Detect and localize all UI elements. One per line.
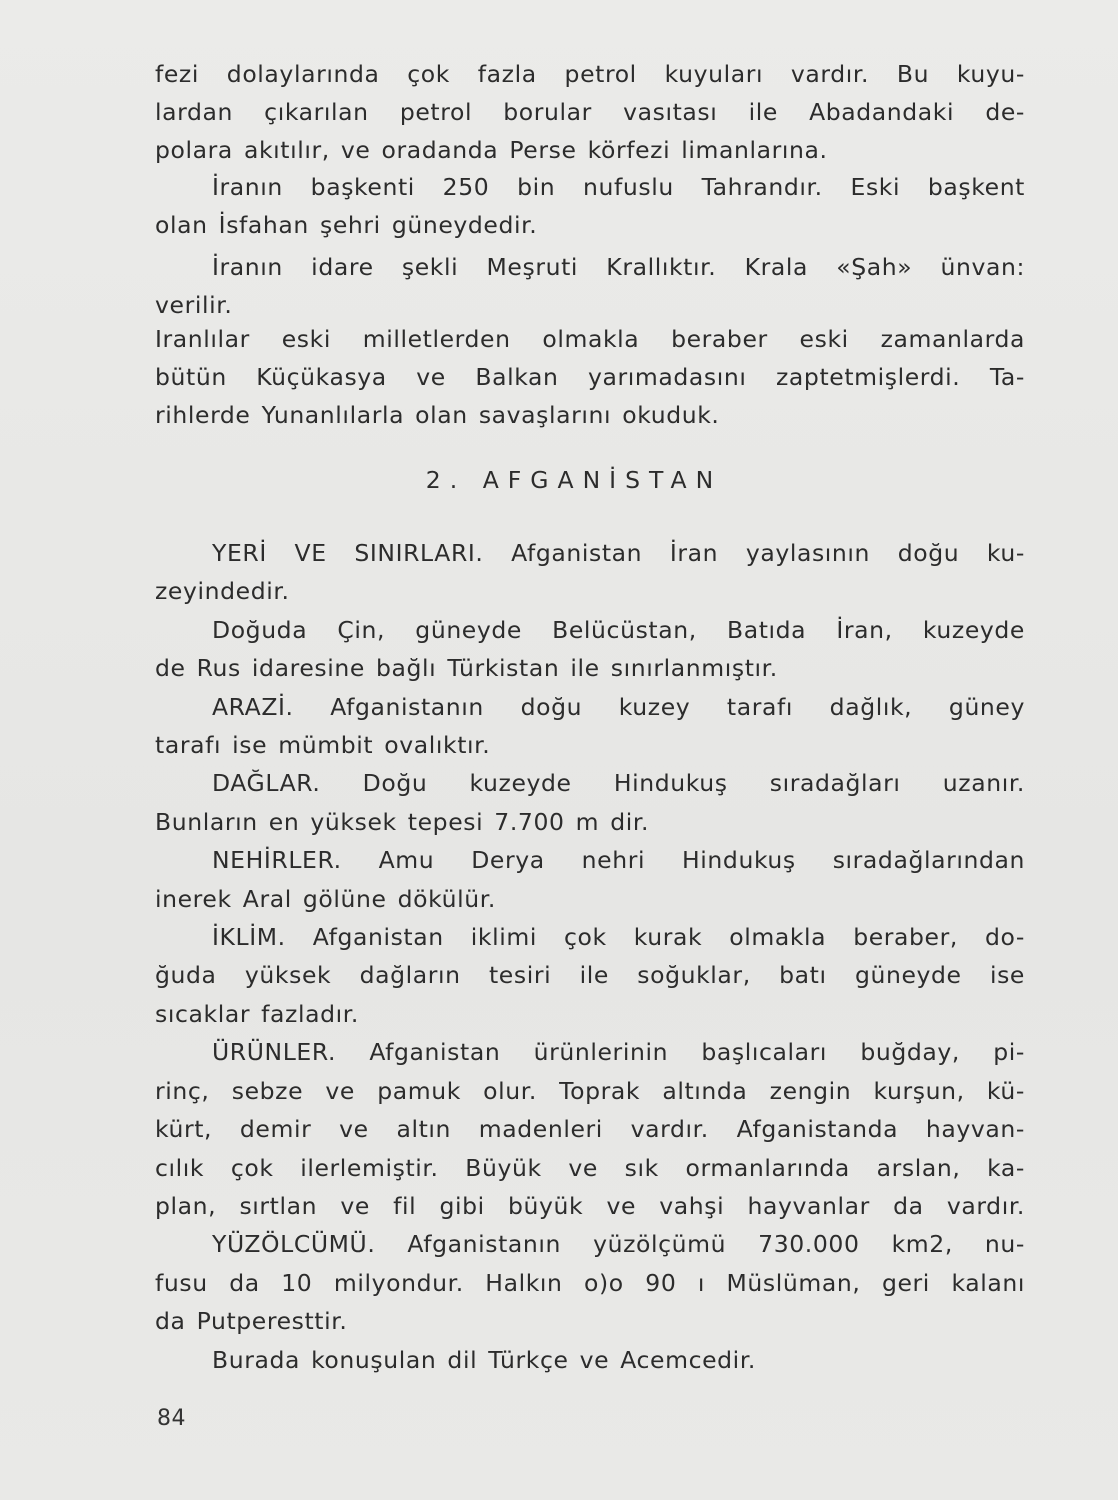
text-line: de Rus idaresine bağlı Türkistan ile sınırlanmıştır. xyxy=(155,654,778,683)
government-paragraph xyxy=(155,249,1025,325)
text-line: sıcaklar fazladır. xyxy=(155,999,359,1028)
text-line: plan, sırtlan ve fil gibi büyük ve vahşi hayvanlar da vardır. xyxy=(155,1191,1025,1220)
text-line: İKLİM. Afganistan iklimi çok kurak olmakla beraber, do- xyxy=(212,923,1025,952)
text-line: rihlerde Yunanlılarla olan savaşlarını okuduk. xyxy=(155,400,720,429)
intro-paragraph xyxy=(155,56,1025,169)
text-line: Burada konuşulan dil Türkçe ve Acemcedir. xyxy=(212,1345,756,1374)
capital-paragraph xyxy=(155,169,1025,245)
text-line: inerek Aral gölüne dökülür. xyxy=(155,884,496,913)
text-line: Doğuda Çin, güneyde Belücüstan, Batıda İran, kuzeyde xyxy=(212,615,1025,644)
text-line: olan İsfahan şehri güneydedir. xyxy=(155,210,538,239)
text-line: bütün Küçükasya ve Balkan yarımadasını zaptetmişlerdi. Ta- xyxy=(155,362,1025,391)
text-line: tarafı ise mümbit ovalıktır. xyxy=(155,731,491,760)
afghanistan-section xyxy=(155,534,1025,1379)
text-line: da Putperesttir. xyxy=(155,1307,348,1336)
text-line: ARAZİ. Afganistanın doğu kuzey tarafı dağlık, güney xyxy=(212,692,1025,721)
text-line: DAĞLAR. Doğu kuzeyde Hindukuş sıradağları uzanır. xyxy=(212,769,1025,798)
text-line: NEHİRLER. Amu Derya nehri Hindukuş sıradağlarından xyxy=(212,846,1025,875)
text-line: lardan çıkarılan petrol borular vasıtası ile Abadandaki de- xyxy=(155,97,1025,126)
text-line: ÜRÜNLER. Afganistan ürünlerinin başlıcaları buğday, pi- xyxy=(212,1038,1025,1067)
text-line: İranın idare şekli Meşruti Krallıktır. Krala «Şah» ünvan: xyxy=(212,253,1025,281)
text-line: ğuda yüksek dağların tesiri ile soğuklar, batı güneyde ise xyxy=(155,961,1025,990)
text-line: fusu da 10 milyondur. Halkın o)o 90 ı Müslüman, geri kalanı xyxy=(155,1268,1025,1297)
text-line: zeyindedir. xyxy=(155,577,290,606)
section-heading: 2. AFGANİSTAN xyxy=(425,466,723,494)
text-line: kürt, demir ve altın madenleri vardır. Afganistanda hayvan- xyxy=(155,1115,1025,1144)
text-line: cılık çok ilerlemiştir. Büyük ve sık ormanlarında arslan, ka- xyxy=(155,1153,1025,1182)
text-line: Iranlılar eski milletlerden olmakla beraber eski zamanlarda xyxy=(155,325,1025,353)
text-line: fezi dolaylarında çok fazla petrol kuyuları vardır. Bu kuyu- xyxy=(155,60,1025,88)
text-line: YERİ VE SINIRLARI. Afganistan İran yaylasının doğu ku- xyxy=(212,539,1025,567)
text-line: rinç, sebze ve pamuk olur. Toprak altında zengin kurşun, kü- xyxy=(155,1076,1025,1105)
text-line: verilir. xyxy=(155,290,233,319)
text-line: YÜZÖLCÜMÜ. Afganistanın yüzölçümü 730.000 km2, nu- xyxy=(212,1230,1025,1259)
text-line: Bunların en yüksek tepesi 7.700 m dir. xyxy=(155,807,650,836)
text-line: İranın başkenti 250 bin nufuslu Tahrandır. Eski başkent xyxy=(212,173,1025,201)
page-number: 84 xyxy=(157,1406,186,1431)
history-paragraph xyxy=(155,321,1025,434)
text-line: polara akıtılır, ve oradanda Perse körfezi limanlarına. xyxy=(155,135,828,164)
